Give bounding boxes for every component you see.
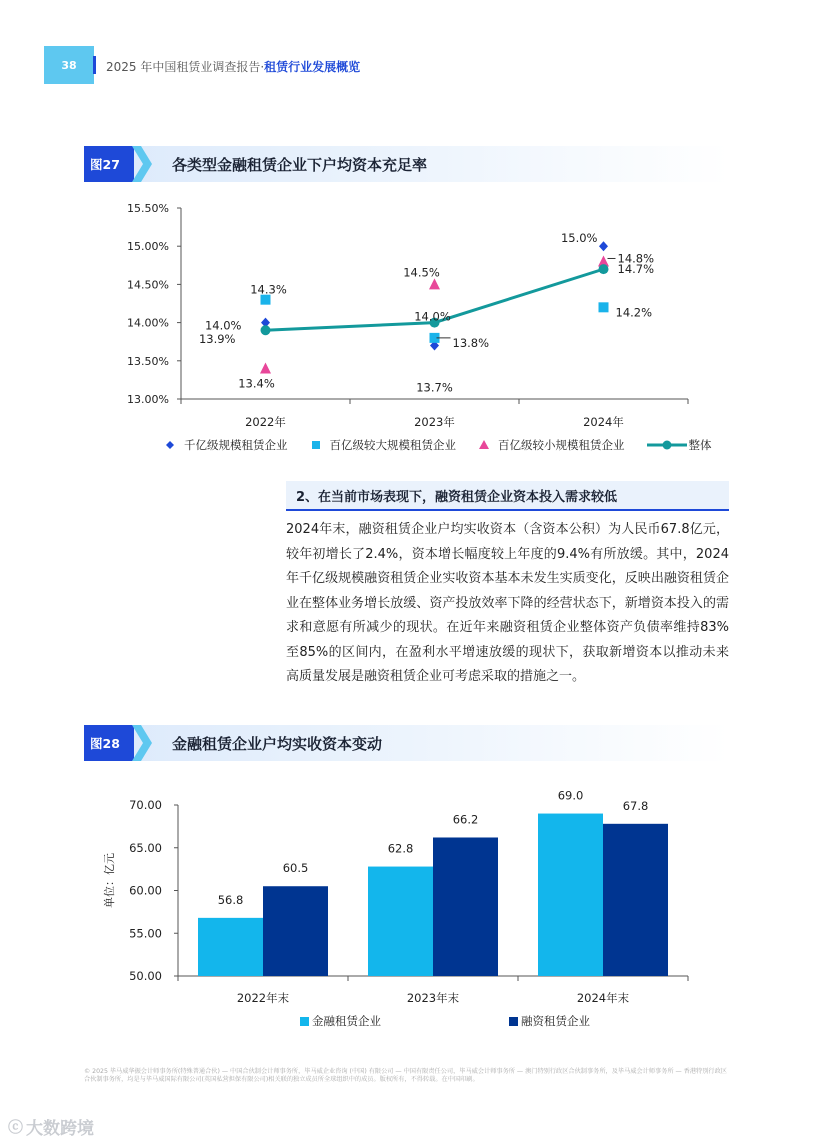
data-label: 69.0 <box>557 788 584 803</box>
y-tick-label: 50.00 <box>129 969 162 983</box>
x-tick-label: 2023年末 <box>406 991 460 1005</box>
section-heading: 2、在当前市场表现下，融资租赁企业资本投入需求较低 <box>286 481 729 511</box>
data-label: 14.2% <box>615 305 653 320</box>
bar <box>538 814 603 976</box>
data-label: 14.0% <box>414 309 451 324</box>
y-tick-label: 14.50% <box>127 278 169 292</box>
data-label: 66.2 <box>452 812 479 827</box>
x-tick-label: 2022年 <box>245 415 286 429</box>
data-label: 15.0% <box>560 231 598 246</box>
watermark-text: 大数跨境 <box>26 1119 95 1139</box>
y-tick-label: 70.00 <box>129 798 162 812</box>
figure-27-tag: 图27 <box>84 146 134 182</box>
legend-swatch <box>300 1017 309 1026</box>
figure-27-title: 各类型金融租赁企业下户均资本充足率 <box>172 155 428 174</box>
data-label: 14.7% <box>617 262 655 277</box>
legend-label: 金融租赁企业 <box>312 1014 381 1028</box>
legend-label: 千亿级规模租赁企业 <box>184 438 288 452</box>
y-axis-title: 单位：亿元 <box>103 853 116 908</box>
legend-item <box>509 1013 590 1029</box>
bar <box>368 867 433 976</box>
legend-item <box>300 1013 381 1029</box>
data-label: 13.4% <box>238 376 275 391</box>
x-tick-label: 2022年末 <box>236 991 290 1005</box>
data-label: 14.0% <box>204 318 242 333</box>
y-tick-label: 15.50% <box>127 202 169 215</box>
y-tick-label: 13.00% <box>127 393 169 406</box>
x-tick-label: 2023年 <box>414 415 455 429</box>
x-tick-label: 2024年 <box>583 415 624 429</box>
copyright-disclaimer: © 2025 毕马威华振会计师事务所(特殊普通合伙) — 中国合伙制会计师事务所，毕马威企业咨询 (中国) 有限公司 — 中国有限责任公司，毕马威会计师事务所 — 澳门特别行政区合伙制事务所，及毕马威会计师事务所 — 香港特别行政区合伙制事务所，均是与毕马威国际有限公司(英国私营担保有限公司)相关联的独立成员所全球组织中的成员。版权所有，不得转载。在中国印刷。 <box>84 1068 727 1083</box>
y-tick-label: 15.00% <box>127 240 169 254</box>
bar <box>198 918 263 976</box>
bar <box>263 886 328 976</box>
data-label: 14.3% <box>250 282 287 297</box>
data-label: 62.8 <box>387 841 414 856</box>
figure-28-title: 金融租赁企业户均实收资本变动 <box>172 734 383 753</box>
legend-label: 融资租赁企业 <box>521 1014 590 1028</box>
report-title: 2025 年中国租赁业调查报告· <box>106 60 265 74</box>
watermark <box>8 1114 94 1139</box>
data-label: 14.8% <box>617 251 655 266</box>
bar <box>433 837 498 976</box>
bar <box>603 824 668 976</box>
section-name: 租赁行业发展概览 <box>264 60 361 74</box>
data-label: 56.8 <box>217 892 244 907</box>
legend-label: 整体 <box>688 438 712 452</box>
chart-2-legend <box>300 1013 590 1029</box>
y-tick-label: 13.50% <box>127 354 169 368</box>
legend-swatch <box>509 1017 518 1026</box>
data-label: 13.7% <box>416 380 453 395</box>
watermark-logo-icon: ⓒ <box>8 1118 24 1136</box>
data-label: 60.5 <box>282 861 309 876</box>
data-label: 14.5% <box>403 265 440 280</box>
x-tick-label: 2024年末 <box>576 991 630 1005</box>
y-tick-label: 55.00 <box>129 926 162 941</box>
legend-label: 百亿级较大规模租赁企业 <box>329 438 456 452</box>
y-tick-label: 14.00% <box>127 316 169 330</box>
y-tick-label: 65.00 <box>129 840 162 855</box>
data-label: 13.8% <box>452 335 490 350</box>
data-label: 67.8 <box>622 798 649 813</box>
figure-28-tag: 图28 <box>84 725 134 761</box>
legend-label: 百亿级较小规模租赁企业 <box>498 438 625 452</box>
data-label: 13.9% <box>198 332 236 347</box>
y-tick-label: 60.00 <box>129 883 162 898</box>
body-paragraph: 2024年末，融资租赁企业户均实收资本（含资本公积）为人民币67.8亿元，较年初增长了2.4%，资本增长幅度较上年度的9.4%有所放缓。其中，2024年千亿级规模融资租赁企业实收资本基本未发生实质变化，反映出融资租赁企业在整体业务增长放缓、资产投放效率下降的经营状态下，新增资本投入的需求和意愿有所减少的现状。在近年来融资租赁企业整体资产负债率维持83%至85%的区间内，在盈利水平增速放缓的现状下，获取新增资本以推动未来高质量发展是融资租赁企业可考虑采取的措施之一。 <box>286 522 729 684</box>
page-number: 38 <box>44 46 94 84</box>
